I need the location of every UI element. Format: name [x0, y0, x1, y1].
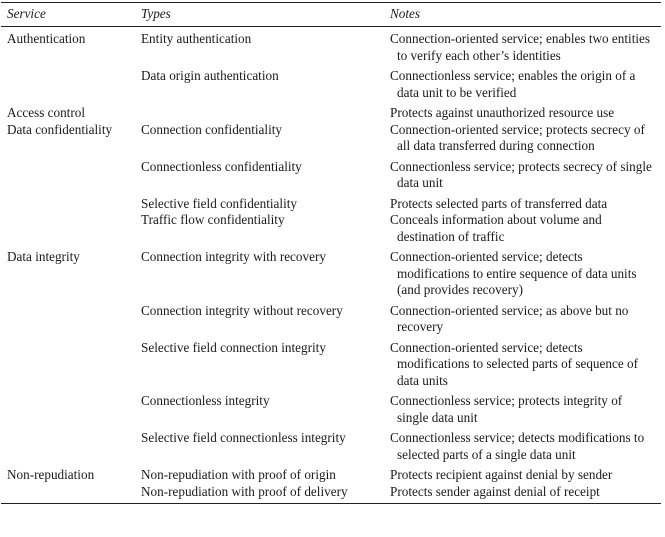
note-cell — [384, 389, 661, 426]
service-cell — [1, 212, 135, 245]
type-cell — [135, 101, 384, 122]
type-cell: Connection confidentiality — [141, 121, 282, 137]
note-text: Conceals information about volume and destination of traffic — [390, 212, 602, 244]
type-cell: Selective field connectionless integrity — [141, 430, 346, 445]
header-notes: Notes — [384, 3, 661, 27]
note-text: Connection-oriented service; protects secrecy of all data transferred during connection — [390, 121, 645, 153]
service-cell — [1, 192, 135, 213]
note-text: Connectionless service; protects secrecy of single data unit — [390, 158, 652, 190]
type-cell: Non-repudiation with proof of delivery — [135, 484, 384, 504]
service-cell: Non-repudiation — [7, 467, 95, 482]
service-cell — [1, 64, 135, 101]
note-cell — [384, 336, 661, 390]
note-text: Protects sender against denial of receipt — [390, 483, 600, 499]
service-cell — [1, 299, 135, 336]
type-cell: Selective field confidentiality — [141, 195, 297, 211]
service-cell — [1, 389, 135, 426]
note-text: Connection-oriented service; detects modifications to entire sequence of data units (and provides recovery) — [390, 249, 637, 297]
table-row — [1, 101, 661, 122]
note-text: Connectionless service; protects integrity of single data unit — [390, 393, 623, 425]
security-services-table — [1, 2, 661, 504]
service-cell: Data integrity — [7, 249, 80, 264]
note-cell — [384, 192, 661, 213]
table-row — [1, 389, 661, 426]
table-row — [1, 192, 661, 213]
service-cell — [1, 155, 135, 192]
type-cell: Connection integrity with recovery — [141, 249, 326, 264]
table-row — [1, 27, 661, 65]
header-service: Service — [1, 3, 135, 27]
service-cell — [1, 484, 135, 504]
type-cell: Non-repudiation with proof of origin — [141, 467, 336, 482]
header-types: Types — [135, 3, 384, 27]
note-text: Connection-oriented service; as above but no recovery — [390, 302, 629, 334]
type-cell: Traffic flow confidentiality — [141, 212, 285, 227]
note-cell — [384, 122, 661, 155]
service-cell: Authentication — [7, 31, 86, 46]
note-cell — [384, 64, 661, 101]
table-row — [1, 155, 661, 192]
table-row — [1, 463, 661, 484]
note-text: Connection-oriented service; detects modifications to selected parts of sequence of data units — [390, 339, 638, 388]
table-row — [1, 122, 661, 155]
note-cell — [384, 484, 661, 504]
note-cell — [384, 463, 661, 484]
note-text: Connectionless service; detects modifications to selected parts of a single data unit — [390, 430, 645, 462]
table-row — [1, 245, 661, 299]
table-row — [1, 484, 661, 504]
service-cell: Data confidentiality — [7, 121, 113, 137]
note-text: Protects recipient against denial by sender — [390, 467, 613, 482]
type-cell: Connection integrity without recovery — [141, 302, 343, 318]
type-cell: Connectionless integrity — [141, 393, 270, 408]
type-cell: Connectionless confidentiality — [141, 158, 302, 174]
note-cell — [384, 27, 661, 65]
note-text: Protects against unauthorized resource use — [390, 105, 615, 120]
note-cell — [384, 155, 661, 192]
type-cell: Selective field connection integrity — [141, 339, 326, 355]
service-cell — [1, 336, 135, 390]
table-row — [1, 212, 661, 245]
table-row — [1, 336, 661, 390]
service-cell: Access control — [7, 105, 85, 120]
note-cell — [384, 101, 661, 122]
note-text: Connection-oriented service; enables two entities to verify each other’s identities — [390, 31, 651, 63]
note-text: Protects selected parts of transferred data — [390, 195, 608, 211]
note-cell — [384, 299, 661, 336]
type-cell: Entity authentication — [141, 31, 252, 46]
header-row — [1, 3, 661, 27]
note-cell — [384, 426, 661, 463]
service-cell — [1, 426, 135, 463]
table-row — [1, 299, 661, 336]
note-text: Connectionless service; enables the origin of a data unit to be verified — [390, 68, 636, 100]
note-cell — [384, 245, 661, 299]
note-cell — [384, 212, 661, 245]
type-cell: Data origin authentication — [141, 68, 279, 83]
table-row — [1, 64, 661, 101]
table-row — [1, 426, 661, 463]
